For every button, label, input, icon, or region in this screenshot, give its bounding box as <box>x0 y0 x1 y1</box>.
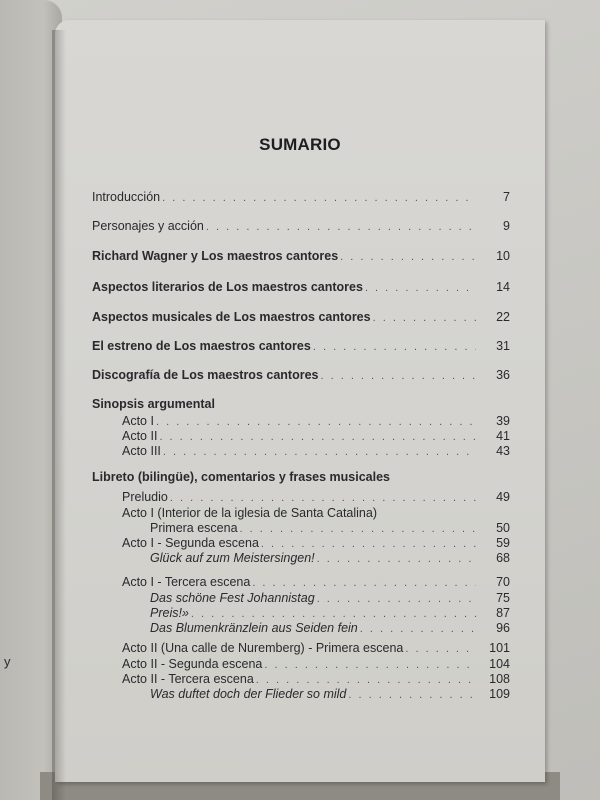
dot-leader <box>264 659 476 671</box>
toc-entry <box>92 339 510 353</box>
toc-entry-page-number: 41 <box>496 429 510 443</box>
toc-entry-page-number: 9 <box>503 219 510 233</box>
toc-entry-page-number: 75 <box>496 591 510 605</box>
toc-entry <box>92 591 510 605</box>
toc-entry-page-number: 39 <box>496 414 510 428</box>
toc-entry-page-number: 43 <box>496 444 510 458</box>
toc-entry-label: Sinopsis argumental <box>92 397 215 411</box>
toc-entry-page-number: 70 <box>496 575 510 589</box>
toc-entry <box>92 249 510 263</box>
toc-entry-page-number: 22 <box>496 310 510 324</box>
dot-leader <box>206 221 476 233</box>
toc-entry-page-number: 7 <box>503 190 510 204</box>
toc-entry-label: Acto II (Una calle de Nuremberg) - Primera escena <box>122 641 404 655</box>
toc-entry-label: Primera escena <box>150 521 238 535</box>
toc-entry <box>92 672 510 686</box>
toc-entry-label: Das schöne Fest Johannistag <box>150 591 315 605</box>
toc-entry-page-number: 104 <box>489 657 510 671</box>
dot-leader <box>320 370 476 382</box>
toc-entry-label: Aspectos musicales de Los maestros cantores <box>92 310 371 324</box>
toc-entry-label: Acto I - Tercera escena <box>122 575 251 589</box>
left-page-text-fragment: y <box>4 654 11 669</box>
toc-entry <box>92 506 510 520</box>
toc-entry <box>92 190 510 204</box>
dot-leader <box>313 341 476 353</box>
toc-entry-label: Preludio <box>122 490 168 504</box>
toc-entry-label: Aspectos literarios de Los maestros cantores <box>92 280 363 294</box>
toc-entry-label: Acto I (Interior de la iglesia de Santa Catalina) <box>122 506 377 520</box>
toc-entry-label: Introducción <box>92 190 161 204</box>
dot-leader <box>405 643 476 655</box>
dot-leader <box>317 553 476 565</box>
toc-entry-page-number: 10 <box>496 249 510 263</box>
toc-entry-page-number: 50 <box>496 521 510 535</box>
toc-entry-label: Acto III <box>122 444 161 458</box>
toc-entry <box>92 606 510 620</box>
toc-entry-page-number: 31 <box>496 339 510 353</box>
dot-leader <box>156 416 476 428</box>
dot-leader <box>340 251 476 263</box>
toc-entry-label: Acto I <box>122 414 154 428</box>
dot-leader <box>261 538 476 550</box>
toc-entry <box>92 551 510 565</box>
toc-entry-label: Richard Wagner y Los maestros cantores <box>92 249 339 263</box>
toc-entry-label: Libreto (bilingüe), comentarios y frases musicales <box>92 470 391 484</box>
toc-entry <box>92 414 510 428</box>
toc-entry-label: Personajes y acción <box>92 219 204 233</box>
toc-entry-page-number: 87 <box>496 606 510 620</box>
toc-entry <box>92 641 510 655</box>
toc-entry-label: Acto II - Tercera escena <box>122 672 254 686</box>
dot-leader <box>163 446 476 458</box>
toc-entry-label: Acto II - Segunda escena <box>122 657 263 671</box>
toc-entry-page-number: 14 <box>496 280 510 294</box>
toc-entry <box>92 429 510 443</box>
toc-entry <box>92 280 510 294</box>
toc-entry-page-number: 68 <box>496 551 510 565</box>
toc-entry-label: Discografía de Los maestros cantores <box>92 368 319 382</box>
dot-leader <box>162 192 476 204</box>
toc-entry-label: Das Blumenkränzlein aus Seiden fein <box>150 621 358 635</box>
dot-leader <box>240 523 476 535</box>
dot-leader <box>170 492 476 504</box>
toc-entry-label: Was duftet doch der Flieder so mild <box>150 687 347 701</box>
toc-entry <box>92 621 510 635</box>
toc-entry-page-number: 49 <box>496 490 510 504</box>
dot-leader <box>159 431 476 443</box>
dot-leader <box>365 282 476 294</box>
spine-shadow <box>52 30 66 800</box>
dot-leader <box>256 674 476 686</box>
toc-entry-page-number: 59 <box>496 536 510 550</box>
toc-entry-label: Glück auf zum Meistersingen! <box>150 551 315 565</box>
toc-entry <box>92 444 510 458</box>
toc-entry-label: Acto II <box>122 429 158 443</box>
toc-entry <box>92 687 510 701</box>
toc-entry <box>92 536 510 550</box>
toc-entry-label: Acto I - Segunda escena <box>122 536 259 550</box>
toc-entry-label: El estreno de Los maestros cantores <box>92 339 311 353</box>
toc-entry <box>92 310 510 324</box>
dot-leader <box>360 623 476 635</box>
toc-entry <box>92 397 510 411</box>
toc-entry-page-number: 108 <box>489 672 510 686</box>
toc-entry <box>92 219 510 233</box>
dot-leader <box>348 689 476 701</box>
dot-leader <box>373 312 476 324</box>
toc-entry-page-number: 36 <box>496 368 510 382</box>
toc-entry <box>92 470 510 484</box>
page-title: SUMARIO <box>259 135 341 154</box>
toc-entry-page-number: 101 <box>489 641 510 655</box>
toc-entry <box>92 368 510 382</box>
toc-entry <box>92 490 510 504</box>
toc-entry-page-number: 109 <box>489 687 510 701</box>
dot-leader <box>191 608 476 620</box>
dot-leader <box>252 577 476 589</box>
toc-entry-label: Preis!» <box>150 606 189 620</box>
toc-entry <box>92 575 510 589</box>
toc-entry <box>92 521 510 535</box>
toc-entry <box>92 657 510 671</box>
toc-entry-page-number: 96 <box>496 621 510 635</box>
dot-leader <box>317 593 476 605</box>
